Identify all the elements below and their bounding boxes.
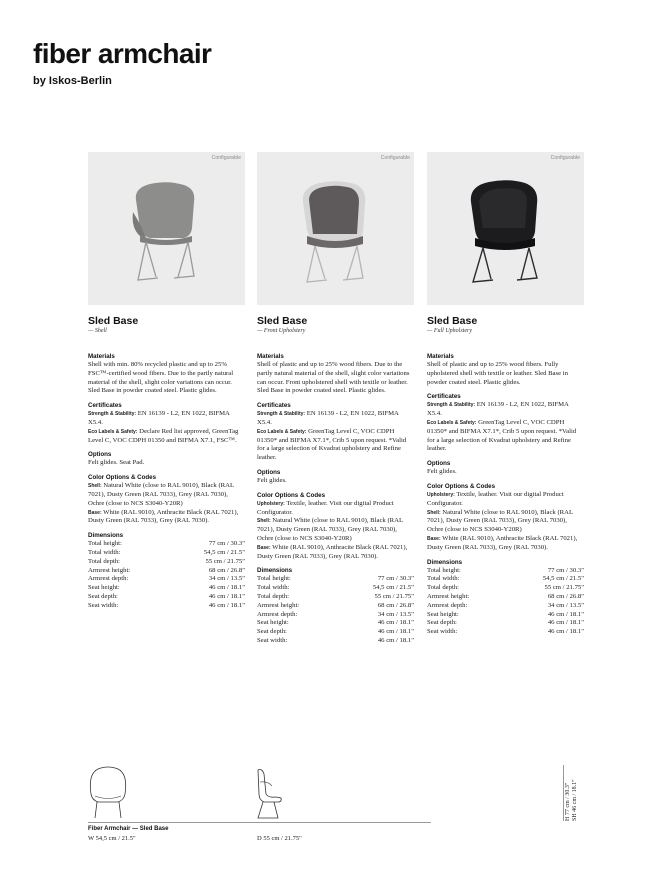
vertical-divider xyxy=(563,765,564,821)
table-row: Total height: 77 cm / 30.3" xyxy=(427,566,584,574)
options-heading: Options xyxy=(88,451,112,459)
table-row: Seat height: 46 cm / 18.1" xyxy=(427,610,584,618)
footer-height: H 77 cm / 30.3" xyxy=(565,782,571,821)
base-title: Sled Base xyxy=(427,315,478,327)
table-row: Armrest depth: 34 cm / 13.5" xyxy=(88,575,245,583)
table-row: Seat depth: 46 cm / 18.1" xyxy=(88,592,245,600)
page-title: fiber armchair xyxy=(33,38,212,69)
color-shell: Shell: Natural White (close to RAL 9010), Black (RAL 7021), Dusty Green (RAL 7033), Grey (RAL 7030), Ochre (close to NCS S3040-Y20R) xyxy=(88,482,234,507)
certificate-eco: Eco Labels & Safety: GreenTag Level C, VOC CDPH 01350* and BIFMA X7.1*, Crib 5 upon request. *Valid for a large selection of Kvadrat upholstery and Refine leather. xyxy=(257,427,407,462)
dimensions-heading: Dimensions xyxy=(88,532,124,540)
color-base: Base: White (RAL 9010), Anthracite Black (RAL 7021), Dusty Green (RAL 7033), Grey (RAL 7030). xyxy=(257,543,408,560)
configurable-label: Configurable xyxy=(380,155,410,161)
color-options-heading: Color Options & Codes xyxy=(427,482,496,490)
configurable-label: Configurable xyxy=(211,155,241,161)
product-photo xyxy=(427,152,584,305)
table-row: Armrest height: 68 cm / 26.8" xyxy=(427,592,584,600)
table-row: Total depth: 55 cm / 21.75" xyxy=(257,592,414,600)
variant-label: — Full Upholstery xyxy=(427,328,472,334)
table-row: Seat height: 46 cm / 18.1" xyxy=(257,619,414,627)
page-subtitle: by Iskos-Berlin xyxy=(33,75,112,87)
dimensions-table xyxy=(257,575,414,645)
certificates-heading: Certificates xyxy=(427,393,461,401)
product-column-full-upholstery xyxy=(427,152,584,637)
footer-title: Fiber Armchair — Sled Base xyxy=(88,826,169,832)
table-row: Total width: 54,5 cm / 21.5" xyxy=(88,548,245,556)
color-shell: Shell: Natural White (close to RAL 9010), Black (RAL 7021), Dusty Green (RAL 7033), Grey (RAL 7030), Ochre (close to NCS S3040-Y20R) xyxy=(427,508,573,534)
certificate-eco: Eco Labels & Safety: Declare Red list approved, GreenTag Level C, VOC CDPH 01350 and BIFMA X7.1, FSC™. xyxy=(88,427,239,444)
footer-width: W 54,5 cm / 21.5" xyxy=(88,835,136,842)
materials-heading: Materials xyxy=(427,353,454,360)
options-heading: Options xyxy=(257,468,281,476)
materials-heading: Materials xyxy=(257,353,284,360)
product-photo xyxy=(257,152,414,305)
certificate-strength: Strength & Stability: EN 16139 - L2, EN 1022, BIFMA X5.4. xyxy=(257,410,399,426)
color-upholstery: Upholstery: Textile, leather. Visit our digital Product Configurator. xyxy=(257,499,394,516)
base-title: Sled Base xyxy=(257,315,308,327)
table-row: Seat width: 46 cm / 18.1" xyxy=(88,601,245,609)
certificate-strength: Strength & Stability: EN 16139 - L2, EN 1022, BIFMA X5.4. xyxy=(427,401,569,418)
armchair-side-outline-icon xyxy=(254,764,284,820)
footer-depth: D 55 cm / 21.75" xyxy=(257,835,302,842)
footer-divider xyxy=(88,822,431,823)
armchair-front-outline-icon xyxy=(86,764,130,820)
product-photo xyxy=(88,152,245,305)
table-row: Total width: 54,5 cm / 21.5" xyxy=(257,584,414,592)
table-row: Armrest depth: 34 cm / 13.5" xyxy=(257,610,414,618)
materials-heading: Materials xyxy=(88,353,115,360)
materials-text: Shell of plastic and up to 25% wood fibers. Fully upholstered shell with textile or leather. Sled Base in powder coated steel. Plastic glides. xyxy=(427,361,568,386)
options-text: Felt glides. xyxy=(257,476,287,484)
footer-seat-height: SH 46 cm / 18.1" xyxy=(572,779,578,821)
table-row: Seat depth: 46 cm / 18.1" xyxy=(257,628,414,636)
certificate-strength: Strength & Stability: EN 16139 - L2, EN 1022, BIFMA X5.4. xyxy=(88,410,230,426)
footer-height-block xyxy=(563,765,587,821)
variant-label: — Shell xyxy=(88,328,107,334)
materials-text: Shell with min. 80% recycled plastic and up to 25% FSC™-certified wood fibers. Due to the partly natural material of the shell, slight color variations can occur. Sled Base in powder coated steel. Plastic glides. xyxy=(88,361,234,395)
color-upholstery: Upholstery: Textile, leather. Visit our digital Product Configurator. xyxy=(427,490,564,507)
options-text: Felt glides. xyxy=(427,468,457,476)
dimensions-table xyxy=(427,567,584,637)
table-row: Seat width: 46 cm / 18.1" xyxy=(427,628,584,636)
grey-armchair-icon xyxy=(88,152,245,305)
table-row: Seat depth: 46 cm / 18.1" xyxy=(427,619,584,627)
certificates-heading: Certificates xyxy=(88,402,122,410)
black-upholstered-armchair-icon xyxy=(427,152,584,305)
materials-text: Shell of plastic and up to 25% wood fibers. Due to the partly natural material of the shell, slight color variations can occur. Front upholstered shell with textile or leather. Sled Base in powder coated steel. Plastic glides. xyxy=(257,361,410,395)
configurable-label: Configurable xyxy=(550,155,580,161)
table-row: Total depth: 55 cm / 21.75" xyxy=(427,584,584,592)
table-row: Total depth: 55 cm / 21.75" xyxy=(88,557,245,565)
variant-label: — Front Upholstery xyxy=(257,328,306,334)
color-shell: Shell: Natural White (close to RAL 9010), Black (RAL 7021), Dusty Green (RAL 7033), Grey (RAL 7030), Ochre (close to NCS S3040-Y20R) xyxy=(257,517,403,542)
color-options-heading: Color Options & Codes xyxy=(257,491,326,499)
table-row: Armrest height: 68 cm / 26.8" xyxy=(257,601,414,609)
table-row: Total height: 77 cm / 30.3" xyxy=(257,575,414,583)
color-options-heading: Color Options & Codes xyxy=(88,474,157,482)
certificates-heading: Certificates xyxy=(257,402,291,410)
color-base: Base: White (RAL 9010), Anthracite Black (RAL 7021), Dusty Green (RAL 7033), Grey (RAL 7030). xyxy=(88,508,239,525)
table-row: Armrest height: 68 cm / 26.8" xyxy=(88,566,245,574)
color-base: Base: White (RAL 9010), Anthracite Black (RAL 7021), Dusty Green (RAL 7033), Grey (RAL 7030). xyxy=(427,534,578,551)
table-row: Armrest depth: 34 cm / 13.5" xyxy=(427,601,584,609)
grey-upholstered-armchair-icon xyxy=(257,152,414,305)
table-row: Total width: 54,5 cm / 21.5" xyxy=(427,575,584,583)
product-column-front-upholstery xyxy=(257,152,414,646)
options-heading: Options xyxy=(427,460,451,468)
certificate-eco: Eco Labels & Safety: GreenTag Level C, VOC CDPH 01350* and BIFMA X7.1*, Crib 5 upon request. *Valid for a large selection of Kvadrat upholstery and Refine leather. xyxy=(427,418,577,453)
table-row: Seat width: 46 cm / 18.1" xyxy=(257,636,414,644)
product-column-shell xyxy=(88,152,245,611)
dimensions-table xyxy=(88,540,245,610)
base-title: Sled Base xyxy=(88,315,139,327)
dimensions-heading: Dimensions xyxy=(257,567,293,575)
table-row: Total height: 77 cm / 30.3" xyxy=(88,540,245,548)
table-row: Seat height: 46 cm / 18.1" xyxy=(88,584,245,592)
dimensions-heading: Dimensions xyxy=(427,558,463,566)
options-text: Felt glides. Seat Pad. xyxy=(88,459,145,467)
